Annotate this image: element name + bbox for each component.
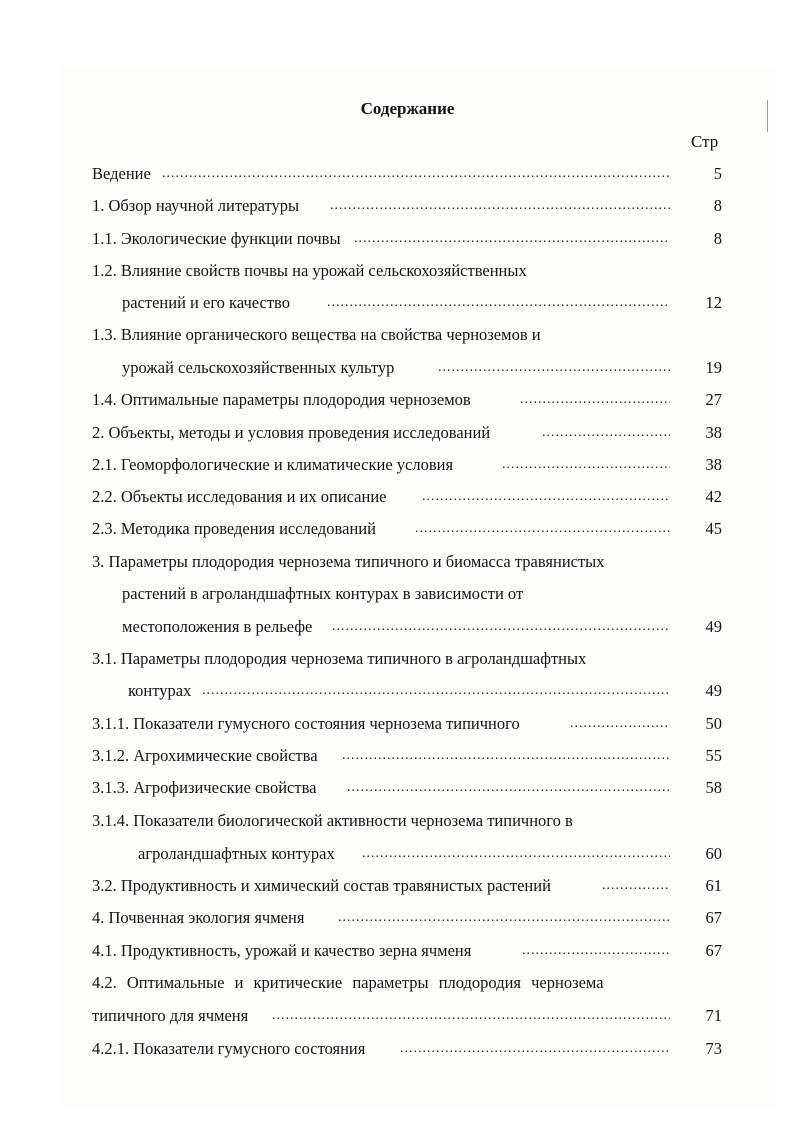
page-title: Содержание — [360, 99, 455, 118]
toc-entry-title-cont: растений в агроландшафтных контурах в зависимости от — [122, 584, 524, 603]
toc-entry — [92, 874, 722, 898]
toc-entry-page: 67 — [705, 941, 722, 960]
dot-leader — [272, 1004, 670, 1028]
dot-leader — [422, 485, 670, 509]
toc-entry-page: 45 — [705, 519, 722, 538]
toc-entry-title: 4. Почвенная экология ячменя — [92, 908, 305, 927]
toc-entry-line — [92, 809, 722, 833]
toc-entry-line — [92, 259, 722, 283]
toc-entry — [92, 906, 722, 930]
toc-entry-line — [92, 582, 722, 606]
toc-entry-page: 55 — [705, 746, 722, 765]
toc-entry-page: 60 — [705, 844, 722, 863]
toc-entry — [92, 1037, 722, 1061]
dot-leader — [354, 227, 670, 251]
toc-entry-page: 12 — [705, 293, 722, 312]
toc-entry — [92, 517, 722, 541]
toc-entry — [92, 291, 722, 315]
toc-entry — [92, 194, 722, 218]
toc-entry-title: 3.1. Параметры плодородия чернозема типичного в агроландшафтных — [92, 649, 587, 668]
toc-entry — [92, 388, 722, 412]
toc-entry-title: 1. Обзор научной литературы — [92, 196, 300, 215]
toc-entry-title: 3. Параметры плодородия чернозема типичного и биомасса травянистых — [92, 552, 605, 571]
dot-leader — [438, 356, 670, 380]
toc-entry — [92, 485, 722, 509]
toc-entry-title-cont: урожай сельскохозяйственных культур — [122, 358, 395, 377]
toc-entry-title: 1.4. Оптимальные параметры плодородия черноземов — [92, 390, 471, 409]
toc-entry — [92, 227, 722, 251]
toc-entry-page: 8 — [713, 229, 722, 248]
dot-leader — [327, 291, 670, 315]
toc-entry — [92, 776, 722, 800]
dot-leader — [362, 842, 670, 866]
toc-entry-title: 1.3. Влияние органического вещества на свойства черноземов и — [92, 325, 541, 344]
dot-leader — [542, 421, 670, 445]
toc-entry-page: 61 — [705, 876, 722, 895]
toc-entry-title-cont: местоположения в рельефе — [122, 617, 313, 636]
toc-entry-page: 38 — [705, 423, 722, 442]
dot-leader — [520, 388, 670, 412]
toc-entry-title: 2. Объекты, методы и условия проведения исследований — [92, 423, 491, 442]
dot-leader — [338, 906, 670, 930]
toc-entry-page: 67 — [705, 908, 722, 927]
toc-entry-page: 73 — [705, 1039, 722, 1058]
toc-entry-line — [92, 971, 722, 995]
toc-entry-page: 49 — [705, 681, 722, 700]
toc-entry-line — [92, 323, 722, 347]
toc-entry-title: 4.2.1. Показатели гумусного состояния — [92, 1039, 366, 1058]
dot-leader — [347, 776, 670, 800]
page-column-header: Стр — [691, 132, 719, 151]
toc-entry-title: 3.1.3. Агрофизические свойства — [92, 778, 317, 797]
dot-leader — [570, 712, 670, 736]
toc-entry-title: 2.2. Объекты исследования и их описание — [92, 487, 387, 506]
toc-entry — [92, 1004, 722, 1028]
toc-entry — [92, 453, 722, 477]
toc-entry-page: 50 — [705, 714, 722, 733]
toc-entry-title: 4.2. Оптимальные и критические параметры плодородия чернозема — [92, 973, 604, 992]
toc-entry — [92, 842, 722, 866]
toc-entry-page: 27 — [705, 390, 722, 409]
dot-leader — [415, 517, 670, 541]
dot-leader — [602, 874, 670, 898]
toc-entry-title: 3.1.2. Агрохимические свойства — [92, 746, 318, 765]
toc-entry — [92, 939, 722, 963]
toc-entry-title-cont: растений и его качество — [122, 293, 290, 312]
toc-entry-title: 3.1.1. Показатели гумусного состояния чернозема типичного — [92, 714, 520, 733]
dot-leader — [522, 939, 670, 963]
toc-entry — [92, 615, 722, 639]
toc-entry-title: 3.2. Продуктивность и химический состав травянистых растений — [92, 876, 551, 895]
toc-entry-title-cont: контурах — [128, 681, 192, 700]
toc-entry-title: 3.1.4. Показатели биологической активности чернозема типичного в — [92, 811, 573, 830]
toc-entry-page: 49 — [705, 617, 722, 636]
toc-entry-page: 58 — [705, 778, 722, 797]
toc-entry-title: 2.1. Геоморфологические и климатические условия — [92, 455, 454, 474]
toc-entry-page: 8 — [713, 196, 722, 215]
dot-leader — [342, 744, 670, 768]
toc-entry-line — [92, 647, 722, 671]
toc-entry — [92, 712, 722, 736]
dot-leader — [332, 615, 670, 639]
toc-entry — [92, 162, 722, 186]
toc-entry-title: 1.1. Экологические функции почвы — [92, 229, 341, 248]
toc-entry — [92, 679, 722, 703]
toc-entry-page: 71 — [705, 1006, 722, 1025]
toc-entry-line — [92, 550, 722, 574]
toc-entry-title: 2.3. Методика проведения исследований — [92, 519, 376, 538]
toc-entry-title: 4.1. Продуктивность, урожай и качество зерна ячменя — [92, 941, 472, 960]
dot-leader — [202, 679, 670, 703]
toc-entry-page: 5 — [713, 164, 722, 183]
dot-leader — [330, 194, 670, 218]
dot-leader — [400, 1037, 670, 1061]
toc-entry-title: Ведение — [92, 164, 151, 183]
toc-entry-title-cont: типичного для ячменя — [92, 1006, 249, 1025]
toc-entry — [92, 744, 722, 768]
toc-entry-title-cont: агроландшафтных контурах — [138, 844, 335, 863]
toc-entry — [92, 421, 722, 445]
dot-leader — [502, 453, 670, 477]
toc-entry-page: 19 — [705, 358, 722, 377]
toc-entry-page: 38 — [705, 455, 722, 474]
toc-entry — [92, 356, 722, 380]
toc-entry-title: 1.2. Влияние свойств почвы на урожай сельскохозяйственных — [92, 261, 527, 280]
dot-leader — [162, 162, 670, 186]
toc-entry-page: 42 — [705, 487, 722, 506]
